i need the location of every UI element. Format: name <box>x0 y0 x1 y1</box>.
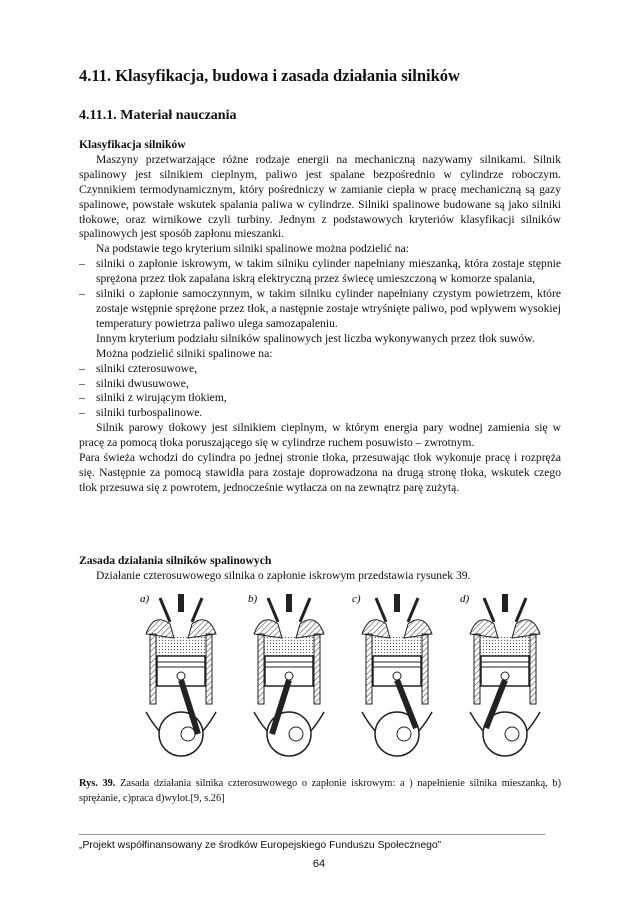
stroke-type-list <box>79 362 561 422</box>
list-item: – silniki turbospalinowe. <box>79 406 561 421</box>
paragraph: Innym kryterium podziału silników spalinowych jest liczba wykonywanych przez tłok suwów. <box>96 331 535 345</box>
section-title: Klasyfikacja silników <box>79 138 186 151</box>
page-number: 64 <box>312 858 326 870</box>
operating-principle-section <box>79 553 561 583</box>
caption-label: Rys. 39. <box>79 778 116 789</box>
list-item: – silniki czterosuwowe, <box>79 362 561 377</box>
list-item: – silniki dwusuwowe, <box>79 377 561 392</box>
paragraph: Silnik parowy tłokowy jest silnikiem cieplnym, w którym energia pary wodnej zamienia się w pracę za pomocą tłoka poruszającego się w cylindrze ruchem posuwisto – zwrotnym. <box>79 421 561 450</box>
classification-section <box>79 138 561 496</box>
paragraph: Można podzielić silniki spalinowe na: <box>96 346 273 360</box>
footer-divider <box>79 834 545 835</box>
paragraph: Na podstawie tego kryterium silniki spalinowe można podzielić na: <box>96 242 409 256</box>
paragraph: Maszyny przetwarzające różne rodzaje energii na mechaniczną nazywamy silnikami. Silnik spalinowy jest silnikiem cieplnym, paliwo jest spalane bezpośrednio w cylindrze roboczym. Czynnikiem termodynamicznym, który pośredniczy w zamianie ciepła w pracę mechaniczną są gazy spalinowe, powstałe wskutek spalania paliwa w cylindrze. Silniki spalinowe budowane są jako silniki tłokowe, oraz wirnikowe czyli turbiny. Jednym z podstawowych kryteriów klasyfikacji silników spalinowych jest sposób zapłonu mieszanki. <box>79 152 561 241</box>
engine-cycle-figure <box>140 590 570 760</box>
footer-text: „Projekt współfinansowany ze środków Europejskiego Funduszu Społecznego” <box>79 840 442 851</box>
list-item: – silniki z wirującym tłokiem, <box>79 391 561 406</box>
paragraph: Działanie czterosuwowego silnika o zapłonie iskrowym przedstawia rysunek 39. <box>96 569 471 582</box>
list-item: – silniki o zapłonie iskrowym, w takim silniku cylinder napełniany mieszanką, która zostaje stępnie sprężona przez tłok zapalana iskrą elektryczną przez świecę umieszczoną w komorze spalania, <box>79 257 561 287</box>
figure-label-b: b) <box>248 593 258 605</box>
section-title: Zasada działania silników spalinowych <box>79 554 272 567</box>
caption-text: Zasada działania silnika czterosuwowego o zapłonie iskrowym: a ) napełnienie silnika mieszanką, b) sprężanie, c)praca d)wylot.[9, s.26] <box>79 778 562 804</box>
ignition-type-list <box>79 257 561 332</box>
paragraph: Para świeża wchodzi do cylindra po jednej stronie tłoka, przesuwając tłok wykonuje pracę i rozpręża się. Następnie za pomocą stawidła para zostaje doprowadzona na drugą stronę tłoka, wskutek czego tłok przesuwa się z powrotem, jednocześnie wytłacza on na zewnątrz parę zużytą. <box>79 451 561 494</box>
section-subheading: 4.11.1. Materiał nauczania <box>79 108 237 123</box>
list-item: – silniki o zapłonie samoczynnym, w takim silniku cylinder napełniany czystym powietrzem, które zostaje wstępnie sprężone przez tłok, a następnie zostaje wtryśnięte paliwo, pod wpływem wysokiej temperatury powietrza paliwo ulega samozapaleniu. <box>79 287 561 332</box>
chapter-heading: 4.11. Klasyfikacja, budowa i zasada działania silników <box>79 66 460 85</box>
figure-label-d: d) <box>460 593 470 605</box>
figure-label-a: a) <box>140 593 150 605</box>
figure-label-c: c) <box>352 593 361 605</box>
figure-caption <box>79 776 561 806</box>
